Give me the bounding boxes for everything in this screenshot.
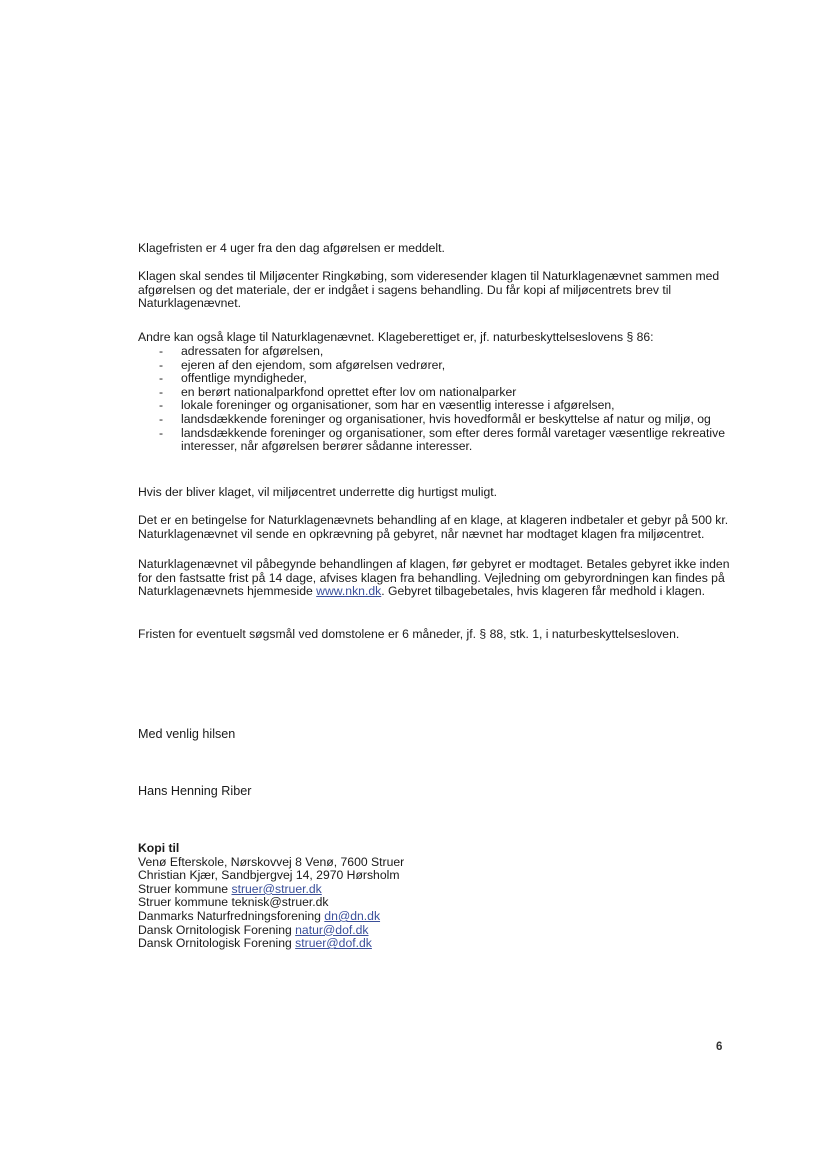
- copy-recipients-title: Kopi til: [138, 841, 180, 855]
- list-item: - offentlige myndigheder,: [159, 371, 307, 386]
- recipient-line: Christian Kjær, Sandbjergvej 14, 2970 Hørsholm: [138, 868, 400, 883]
- complainant-list: [138, 345, 738, 454]
- recipient-line: Venø Efterskole, Nørskovvej 8 Venø, 7600 Struer: [138, 854, 405, 869]
- paragraph-deadline: Klagefristen er 4 uger fra den dag afgørelsen er meddelt.: [138, 241, 445, 255]
- paragraph-others-can-complain: Andre kan også klage til Naturklagenævnet. Klageberettiget er, jf. naturbeskyttelseslovens § 86:: [138, 330, 654, 344]
- paragraph-fee: Det er en betingelse for Naturklagenævnets behandling af en klage, at klageren indbetaler et gebyr på 500 kr. Naturklagenævnet vil sende en opkrævning på gebyret, når nævnet har modtaget klagen fra miljøcentret.: [138, 513, 729, 541]
- paragraph-notification: Hvis der bliver klaget, vil miljøcentret underrette dig hurtigst muligt.: [138, 485, 497, 499]
- list-item: - ejeren af den ejendom, som afgørelsen vedrører,: [159, 357, 446, 372]
- list-item: - lokale foreninger og organisationer, som har en væsentlig interesse i afgørelsen,: [159, 398, 615, 413]
- recipient-line: Dansk Ornitologisk Forening natur@dof.dk: [138, 922, 369, 937]
- recipient-line: Dansk Ornitologisk Forening struer@dof.dk: [138, 936, 372, 951]
- nkn-link[interactable]: www.nkn.dk: [316, 584, 382, 599]
- closing-greeting: Med venlig hilsen: [138, 727, 236, 741]
- recipient-line: Danmarks Naturfredningsforening dn@dn.dk: [138, 908, 381, 923]
- signature-name: Hans Henning Riber: [138, 784, 252, 798]
- page-number: 6: [716, 1041, 723, 1053]
- email-link[interactable]: struer@dof.dk: [295, 936, 372, 951]
- paragraph-send-complaint: Klagen skal sendes til Miljøcenter Ringkøbing, som videresender klagen til Naturklagenævnet sammen med afgørelsen og det materiale, der er indgået i sagens behandling. Du får kopi af miljøcentrets brev til Naturklagenævnet.: [138, 269, 720, 311]
- email-link[interactable]: struer@struer.dk: [231, 881, 322, 896]
- list-item: - landsdækkende foreninger og organisationer, som efter deres formål varetager væsentlige rekreative interesser, når afgørelsen berører sådanne interesser.: [159, 425, 725, 454]
- paragraph-fee-details: Naturklagenævnet vil påbegynde behandlingen af klagen, før gebyret er modtaget. Betales gebyret ikke inden for den fastsatte frist på 14 dage, afvises klagen fra behandling. Vejledning om gebyrordningen kan findes på Naturklagenævnets hjemmeside www.nkn.dk. Gebyret tilbagebetales, hvis klageren får medhold i klagen.: [138, 557, 730, 599]
- list-item: - adressaten for afgørelsen,: [159, 344, 324, 358]
- recipient-line: Struer kommune struer@struer.dk: [138, 881, 322, 896]
- paragraph-lawsuit-deadline: Fristen for eventuelt søgsmål ved domstolene er 6 måneder, jf. § 88, stk. 1, i naturbeskyttelsesloven.: [138, 627, 680, 641]
- list-item: - en berørt nationalparkfond oprettet efter lov om nationalparker: [159, 384, 517, 399]
- email-link[interactable]: dn@dn.dk: [324, 908, 381, 923]
- list-item: - landsdækkende foreninger og organisationer, hvis hovedformål er beskyttelse af natur og miljø, og: [159, 411, 711, 426]
- recipient-line: Struer kommune teknisk@struer.dk: [138, 895, 329, 910]
- copy-recipients: [138, 842, 738, 951]
- email-link[interactable]: natur@dof.dk: [295, 922, 369, 937]
